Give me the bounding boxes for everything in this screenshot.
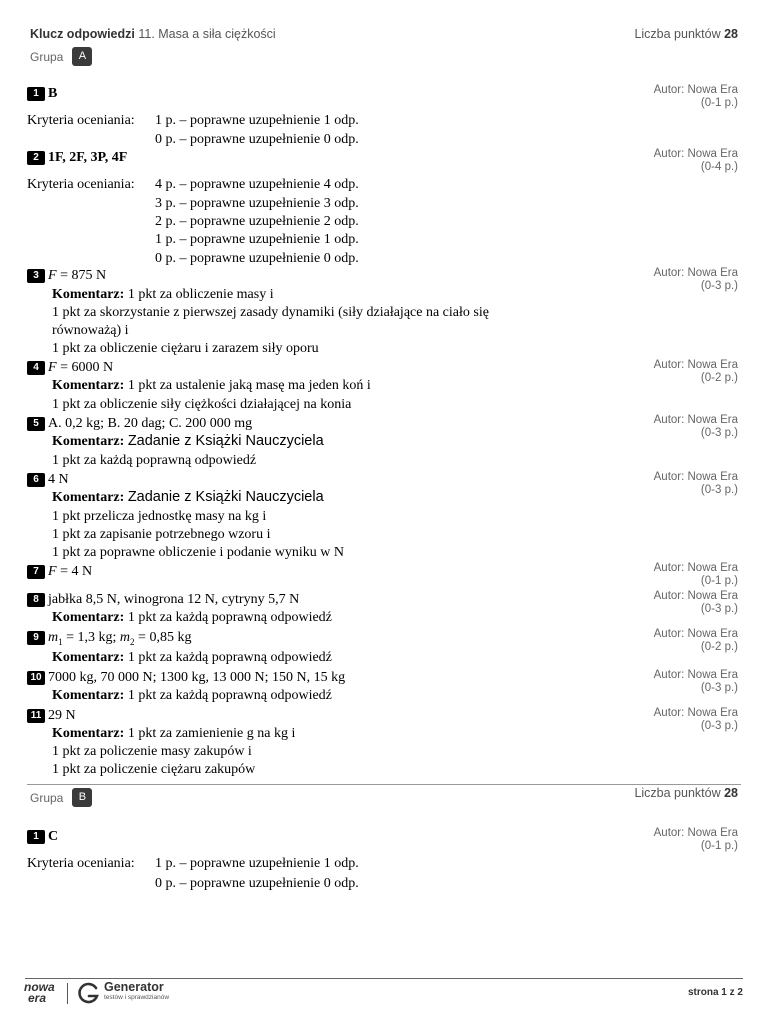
points-label: Liczba punktów (634, 786, 721, 800)
comment-line: 1 pkt za obliczenie ciężaru i zarazem siły oporu (52, 341, 319, 356)
author-text: Autor: Nowa Era (653, 827, 738, 839)
generator-logo (104, 981, 169, 1002)
subscript: 1 (58, 636, 63, 647)
author-text: Autor: Nowa Era (653, 148, 738, 160)
task-11-comment (52, 726, 295, 742)
criteria-item: 3 p. – poprawne uzupełnienie 3 odp. (155, 196, 359, 211)
points-value: 28 (724, 27, 738, 41)
comment-label: Komentarz: (52, 688, 125, 703)
group-b-label (30, 788, 92, 807)
comment-line: 1 pkt za skorzystanie z pierwszej zasady dynamiki (siły działające na ciało się (52, 305, 489, 320)
task-number-badge: 5 (27, 417, 45, 431)
group-b-points (634, 786, 738, 800)
group-label-text: Grupa (30, 49, 64, 64)
comment-text: Zadanie z Książki Nauczyciela (127, 489, 324, 505)
task-2-answer (27, 150, 127, 166)
points-range: (0-3 p.) (700, 484, 738, 496)
points-range: (0-1 p.) (700, 840, 738, 852)
author-text: Autor: Nowa Era (653, 628, 738, 640)
task-7-author (654, 562, 738, 588)
points-range: (0-2 p.) (700, 641, 738, 653)
answer-text: jabłka 8,5 N, winogrona 12 N, cytryny 5,7 N (48, 592, 300, 607)
group-b-badge: B (72, 788, 92, 807)
comment-text: Zadanie z Książki Nauczyciela (127, 433, 324, 449)
answer-text: 7000 kg, 70 000 N; 1300 kg, 13 000 N; 150 N, 15 kg (48, 670, 346, 685)
comment-text: 1 pkt za zamienienie g na kg i (127, 726, 296, 741)
answer-text: 29 N (48, 708, 76, 723)
header-subject: 11. Masa a siła ciężkości (138, 27, 276, 41)
points-range: (0-3 p.) (700, 603, 738, 615)
criteria-item: 0 p. – poprawne uzupełnienie 0 odp. (155, 876, 359, 891)
task-5-comment (52, 433, 324, 450)
comment-text: 1 pkt za obliczenie masy i (127, 287, 274, 302)
task-3-comment (52, 287, 274, 303)
answer-variable: F (48, 360, 57, 375)
answer-text: 4 N (48, 472, 69, 487)
task-10-comment (52, 688, 332, 704)
answer-text: C (48, 829, 59, 844)
logo-line: nowa (24, 980, 55, 994)
criteria-item: 1 p. – poprawne uzupełnienie 1 odp. (155, 856, 359, 871)
subscript: 2 (130, 636, 135, 647)
comment-text: 1 pkt za każdą poprawną odpowiedź (127, 610, 332, 625)
group-a-label (30, 47, 92, 66)
author-text: Autor: Nowa Era (653, 414, 738, 426)
group-b-task-1-answer (27, 829, 58, 845)
answer-text: = 1,3 kg; (62, 630, 120, 645)
task-4-author (654, 359, 738, 385)
author-text: Autor: Nowa Era (653, 267, 738, 279)
header-key-label: Klucz odpowiedzi (30, 27, 135, 41)
comment-line: 1 pkt za zapisanie potrzebnego wzoru i (52, 527, 271, 542)
header-points (634, 27, 738, 41)
comment-label: Komentarz: (52, 287, 125, 302)
task-9-comment (52, 650, 332, 666)
comment-line: 1 pkt przelicza jednostkę masy na kg i (52, 509, 267, 524)
footer-divider (25, 978, 743, 979)
criteria-item: 2 p. – poprawne uzupełnienie 2 odp. (155, 214, 359, 229)
comment-line: 1 pkt za poprawne obliczenie i podanie wyniku w N (52, 545, 344, 560)
comment-text: 1 pkt za każdą poprawną odpowiedź (127, 650, 332, 665)
task-1-author (654, 84, 738, 110)
points-range: (0-1 p.) (700, 575, 738, 587)
answer-text: = 4 N (56, 564, 93, 579)
task-number-badge: 8 (27, 593, 45, 607)
task-3-answer (27, 268, 106, 284)
task-9-answer (27, 630, 191, 647)
page-number: strona 1 z 2 (687, 987, 743, 998)
answer-text: A. 0,2 kg; B. 20 dag; C. 200 000 mg (48, 416, 253, 431)
task-2-author (654, 148, 738, 174)
answer-text: = 6000 N (56, 360, 114, 375)
points-range: (0-4 p.) (700, 161, 738, 173)
task-6-comment (52, 489, 324, 506)
comment-label: Komentarz: (52, 490, 125, 505)
group-label-text: Grupa (30, 790, 64, 805)
answer-text: = 875 N (56, 268, 107, 283)
variable-m2: m (119, 630, 131, 645)
comment-text: 1 pkt za każdą poprawną odpowiedź (127, 688, 332, 703)
task-number-badge: 1 (27, 87, 45, 101)
comment-text: 1 pkt za ustalenie jaką masę ma jeden koń i (127, 378, 371, 393)
points-range: (0-1 p.) (700, 97, 738, 109)
task-8-answer (27, 592, 299, 608)
comment-label: Komentarz: (52, 378, 125, 393)
task-8-author (654, 590, 738, 616)
points-range: (0-3 p.) (700, 427, 738, 439)
comment-line: 1 pkt za obliczenie siły ciężkości działającej na konia (52, 397, 352, 412)
task-6-author (654, 471, 738, 497)
group-a-badge: A (72, 47, 92, 66)
task-number-badge: 4 (27, 361, 45, 375)
task-5-answer (27, 416, 252, 432)
task-11-answer (27, 708, 76, 724)
generator-subtitle: testów i sprawdzianów (104, 994, 170, 1001)
task-10-answer (27, 670, 345, 686)
author-text: Autor: Nowa Era (653, 669, 738, 681)
task-3-author (654, 267, 738, 293)
points-range: (0-3 p.) (700, 720, 738, 732)
logo-line: era (28, 991, 47, 1005)
author-text: Autor: Nowa Era (653, 562, 738, 574)
points-range: (0-3 p.) (700, 280, 738, 292)
group-b-task-1-author (654, 827, 738, 853)
answer-text: 1F, 2F, 3P, 4F (48, 150, 128, 165)
header-title (30, 27, 276, 41)
task-6-answer (27, 472, 69, 488)
comment-label: Komentarz: (52, 610, 125, 625)
points-range: (0-3 p.) (700, 682, 738, 694)
task-number-badge: 7 (27, 565, 45, 579)
task-number-badge: 3 (27, 269, 45, 283)
points-value: 28 (724, 786, 738, 800)
criteria-item: 1 p. – poprawne uzupełnienie 1 odp. (155, 232, 359, 247)
logo-divider (67, 983, 68, 1004)
criteria-item: 0 p. – poprawne uzupełnienie 0 odp. (155, 132, 359, 147)
comment-label: Komentarz: (52, 726, 125, 741)
task-4-comment (52, 378, 371, 394)
author-text: Autor: Nowa Era (653, 590, 738, 602)
group-separator (27, 784, 741, 785)
criteria-label: Kryteria oceniania: (27, 177, 135, 192)
comment-line: 1 pkt za policzenie ciężaru zakupów (52, 762, 256, 777)
task-number-badge: 9 (27, 631, 45, 645)
points-range: (0-2 p.) (700, 372, 738, 384)
author-text: Autor: Nowa Era (653, 471, 738, 483)
criteria-label: Kryteria oceniania: (27, 113, 135, 128)
task-number-badge: 6 (27, 473, 45, 487)
generator-g-icon (77, 981, 101, 1005)
task-number-badge: 2 (27, 151, 45, 165)
task-1-answer (27, 86, 57, 102)
criteria-label: Kryteria oceniania: (27, 856, 135, 871)
comment-line: 1 pkt za policzenie masy zakupów i (52, 744, 252, 759)
criteria-item: 0 p. – poprawne uzupełnienie 0 odp. (155, 251, 359, 266)
criteria-item: 1 p. – poprawne uzupełnienie 1 odp. (155, 113, 359, 128)
task-10-author (654, 669, 738, 695)
task-7-answer (27, 564, 92, 580)
task-8-comment (52, 610, 332, 626)
task-number-badge: 11 (27, 709, 45, 723)
author-text: Autor: Nowa Era (653, 359, 738, 371)
comment-line: równoważą) i (52, 323, 129, 338)
comment-label: Komentarz: (52, 434, 125, 449)
comment-line: 1 pkt za każdą poprawną odpowiedź (52, 453, 257, 468)
task-number-badge: 10 (27, 671, 45, 685)
task-11-author (654, 707, 738, 733)
variable-m1: m (48, 630, 59, 645)
generator-title: Generator (104, 980, 164, 994)
answer-variable: F (48, 564, 57, 579)
answer-text: B (48, 86, 58, 101)
task-number-badge: 1 (27, 830, 45, 844)
answer-variable: F (48, 268, 57, 283)
author-text: Autor: Nowa Era (653, 84, 738, 96)
task-5-author (654, 414, 738, 440)
nowa-era-logo (24, 982, 55, 1004)
points-label: Liczba punktów (634, 27, 721, 41)
answer-text: = 0,85 kg (134, 630, 192, 645)
criteria-item: 4 p. – poprawne uzupełnienie 4 odp. (155, 177, 359, 192)
task-4-answer (27, 360, 113, 376)
task-9-author (654, 628, 738, 654)
comment-label: Komentarz: (52, 650, 125, 665)
author-text: Autor: Nowa Era (653, 707, 738, 719)
